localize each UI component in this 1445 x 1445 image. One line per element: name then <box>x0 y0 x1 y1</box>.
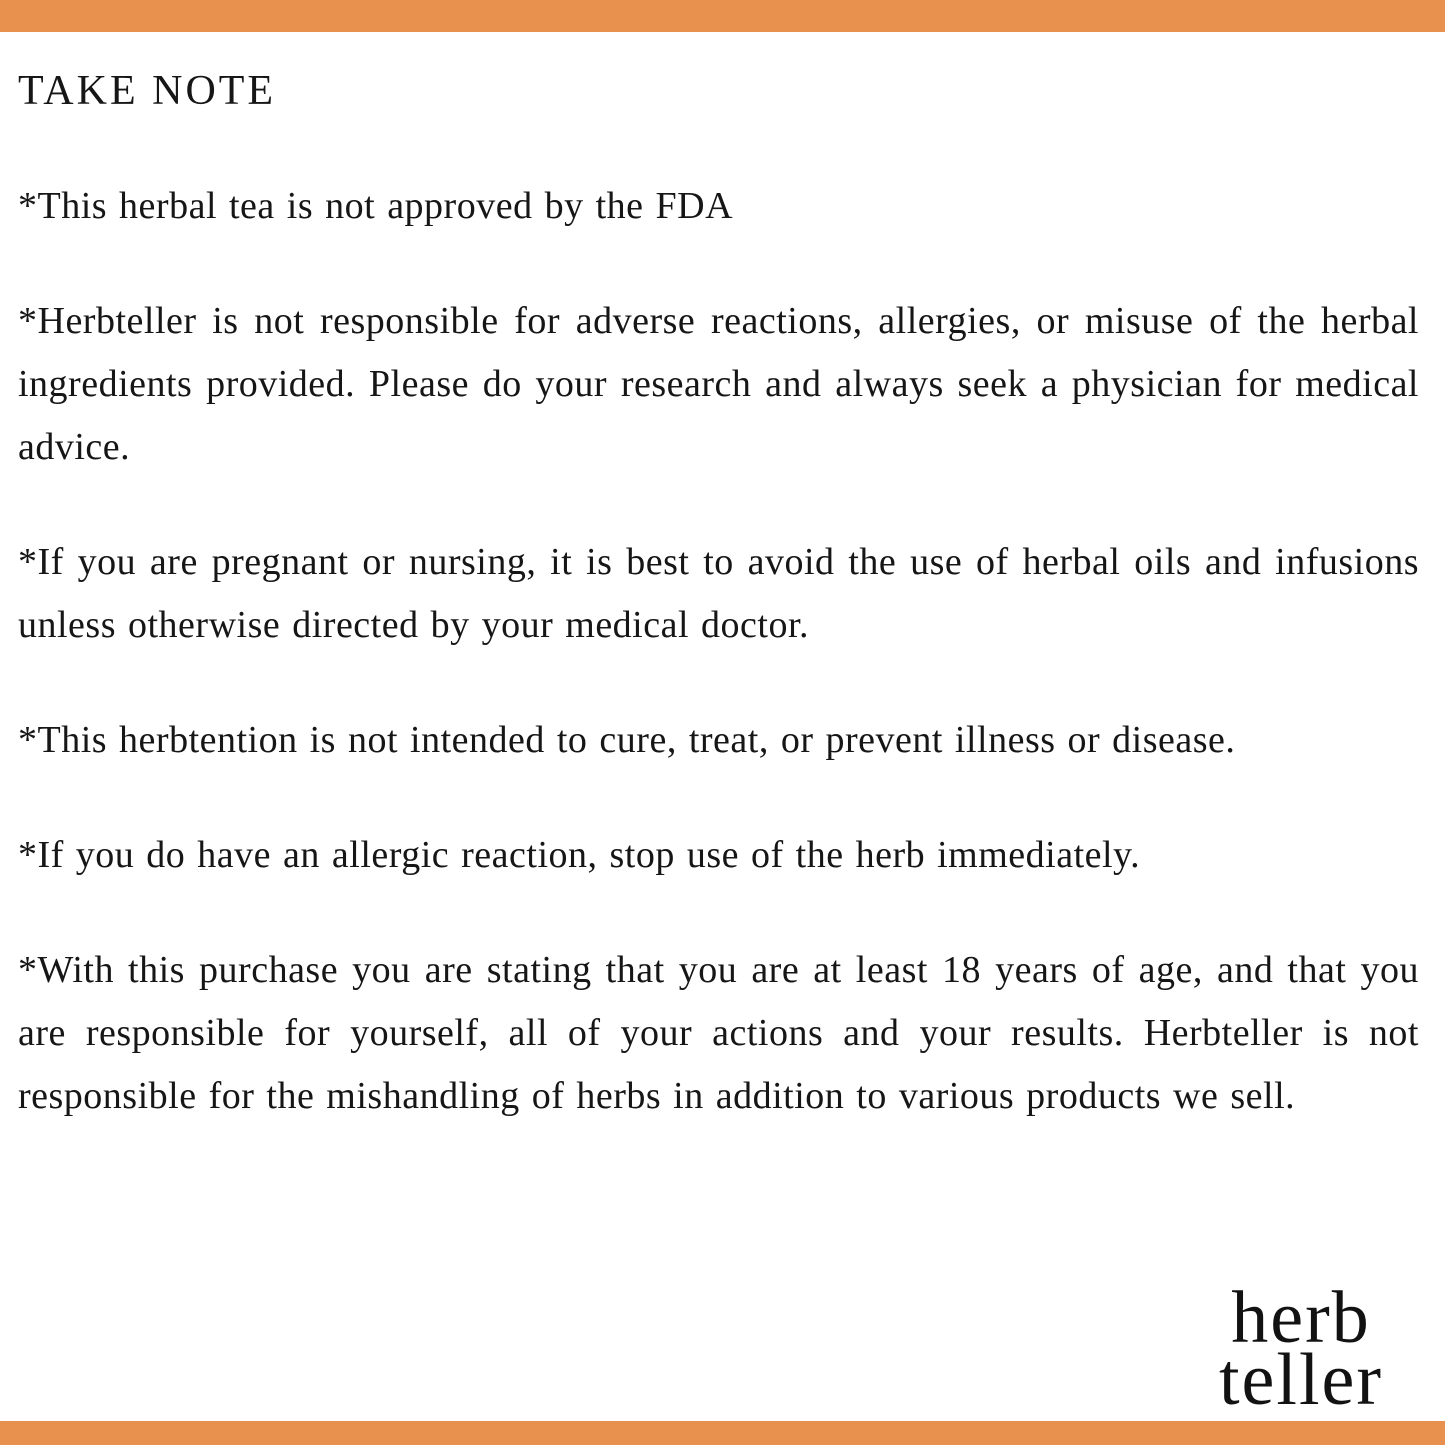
page-title: TAKE NOTE <box>18 68 277 114</box>
herbteller-logo <box>1218 1277 1383 1421</box>
disclaimer-paragraph-age-purchase: *With this purchase you are stating that you are at least 18 years of age, and that you are responsible for yourself, all of your actions and your results. Herbteller is not responsible for the mishandling of herbs in addition to various products we sell. <box>18 949 1419 1117</box>
logo-line-teller: teller <box>1218 1339 1383 1421</box>
disclaimer-paragraph-allergic-reaction: *If you do have an allergic reaction, stop use of the herb immediately. <box>18 834 1141 876</box>
disclaimer-paragraph-fda: *This herbal tea is not approved by the FDA <box>18 185 734 227</box>
disclaimer-paragraph-not-cure: *This herbtention is not intended to cure, treat, or prevent illness or disease. <box>18 719 1236 761</box>
notice-content <box>0 32 1445 1128</box>
bottom-accent-bar <box>0 1421 1445 1445</box>
logo-line-herb: herb <box>1231 1277 1371 1359</box>
disclaimer-paragraph-pregnancy: *If you are pregnant or nursing, it is best to avoid the use of herbal oils and infusions unless otherwise directed by your medical doctor. <box>18 541 1419 646</box>
top-accent-bar <box>0 0 1445 32</box>
disclaimer-paragraph-responsibility: *Herbteller is not responsible for adverse reactions, allergies, or misuse of the herbal ingredients provided. Please do your research and always seek a physician for medical advice. <box>18 300 1419 468</box>
